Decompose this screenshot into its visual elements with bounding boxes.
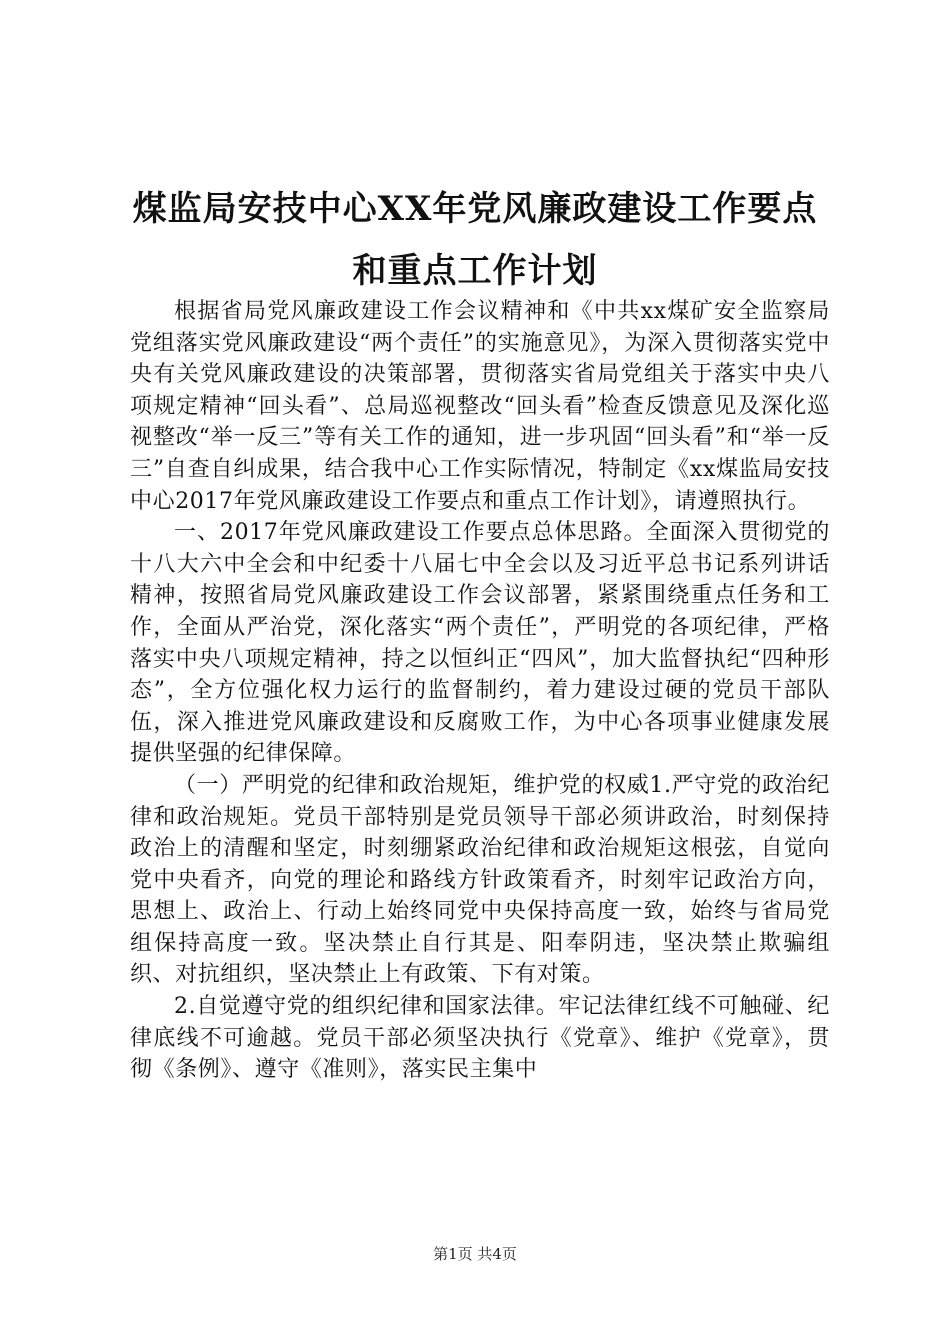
page-footer: 第1页 共4页 <box>433 1245 517 1263</box>
paragraph-section-1: 一、2017年党风廉政建设工作要点总体思路。全面深入贯彻党的十八大六中全会和中纪委十八届七中全会以及习近平总书记系列讲话精神，按照省局党风廉政建设工作会议部署，紧紧围绕重点任务和工作，全面从严治党，深化落实“两个责任”，严明党的各项纪律，严格落实中央八项规定精神，持之以恒纠正“四风”，加大监督执纪“四种形态”，全方位强化权力运行的监督制约，着力建设过硬的党员干部队伍，深入推进党风廉政建设和反腐败工作，为中心各项事业健康发展提供坚强的纪律保障。 <box>130 520 830 767</box>
document-body <box>130 296 830 1086</box>
paragraph-subsection-1: （一）严明党的纪律和政治规矩，维护党的权威1.严守党的政治纪律和政治规矩。党员干部特别是党员领导干部必须讲政治，时刻保持政治上的清醒和坚定，时刻绷紧政治纪律和政治规矩这根弦，自觉向党中央看齐，向党的理论和路线方针政策看齐，时刻牢记政治方向，思想上、政治上、行动上始终同党中央保持高度一致，始终与省局党组保持高度一致。坚决禁止自行其是、阳奉阴违，坚决禁止欺骗组织、对抗组织，坚决禁止上有政策、下有对策。 <box>130 772 830 988</box>
paragraph-intro: 根据省局党风廉政建设工作会议精神和《中共xx煤矿安全监察局党组落实党风廉政建设“两个责任”的实施意见》，为深入贯彻落实党中央有关党风廉政建设的决策部署，贯彻落实省局党组关于落实中央八项规定精神“回头看”、总局巡视整改“回头看”检查反馈意见及深化巡视整改“举一反三”等有关工作的通知，进一步巩固“回头看”和“举一反三”自查自纠成果，结合我中心工作实际情况，特制定《xx煤监局安技中心2017年党风廉政建设工作要点和重点工作计划》，请遵照执行。 <box>130 299 830 514</box>
title-line-2: 和重点工作计划 <box>352 251 598 291</box>
document-title <box>100 178 850 302</box>
paragraph-item-2: 2.自觉遵守党的组织纪律和国家法律。牢记法律红线不可触碰、纪律底线不可逾越。党员干部必须坚决执行《党章》、维护《党章》，贯彻《条例》、遵守《准则》，落实民主集中 <box>130 994 830 1083</box>
title-line-1: 煤监局安技中心XX年党风廉政建设工作要点 <box>132 189 818 229</box>
